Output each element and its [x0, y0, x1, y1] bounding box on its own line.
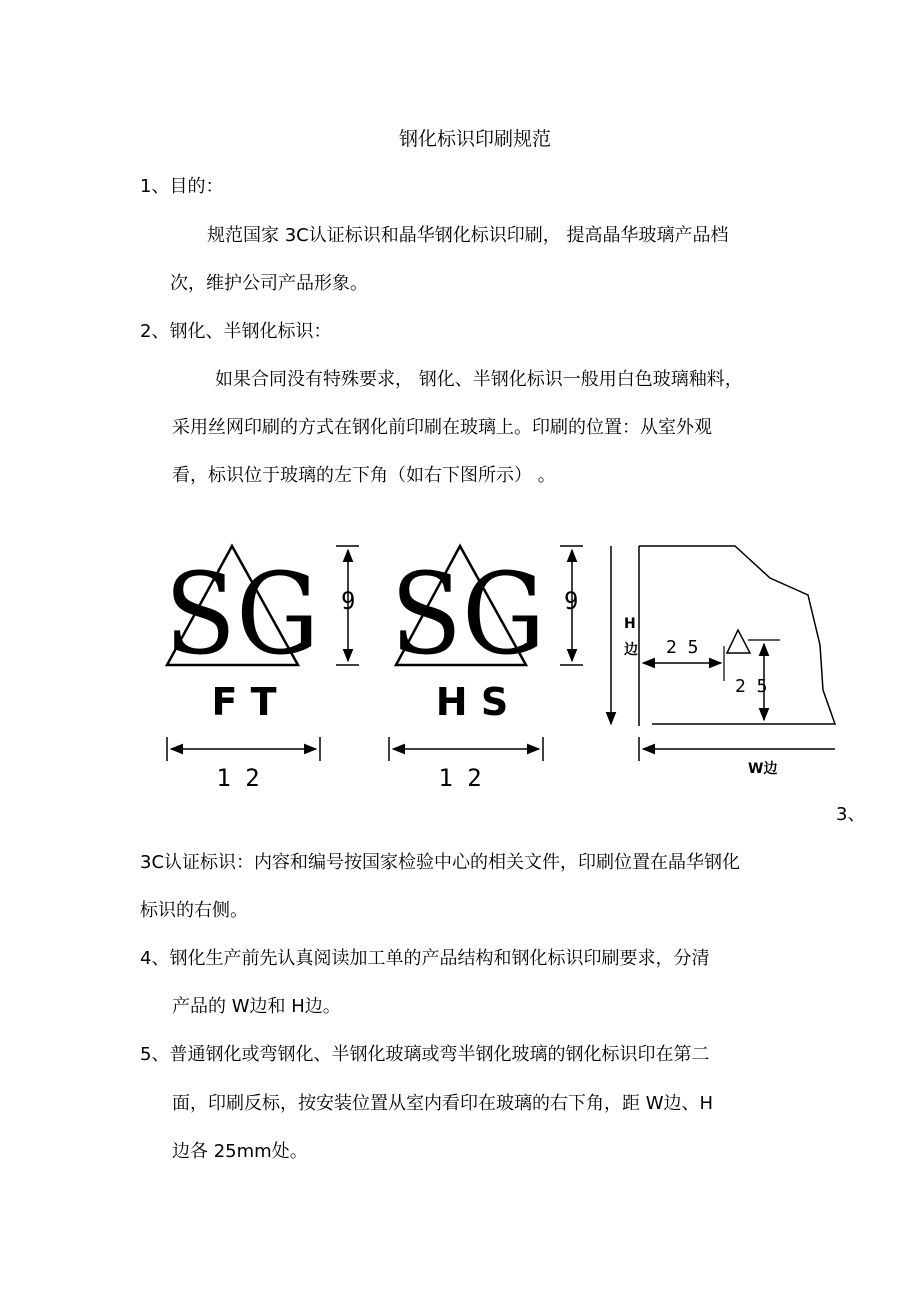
- logo-2-width-dimension: [389, 737, 543, 792]
- section-5-line-1: 5、普通钢化或弯钢化、半钢化玻璃或弯半钢化玻璃的钢化标识印在第二: [140, 1044, 710, 1065]
- logo-code-hs: H S: [435, 680, 509, 724]
- section-1-line-2: 次，维护公司产品形象。: [170, 273, 368, 294]
- section-3-line-2: 标识的右侧。: [140, 900, 248, 921]
- section-2-line-2: 采用丝网印刷的方式在钢化前印刷在玻璃上。印刷的位置：从室外观: [172, 417, 712, 438]
- logo-1-height-dimension: [336, 546, 359, 665]
- section-2-line-1: 如果合同没有特殊要求， 钢化、半钢化标识一般用白色玻璃釉料，: [215, 369, 743, 390]
- section-1-line-1: 规范国家 3C认证标识和晶华钢化标识印刷， 提高晶华玻璃产品档: [207, 225, 729, 246]
- h-edge-label: 边: [624, 642, 638, 658]
- section-1-heading: 1、目的：: [140, 176, 224, 197]
- logo-sg-ft: [165, 546, 320, 724]
- placement-diagram: [611, 546, 835, 777]
- width-label: 1 2: [216, 764, 260, 792]
- logo-sg-hs: [391, 546, 546, 724]
- section-2-heading: 2、钢化、半钢化标识：: [140, 321, 332, 342]
- height-label: 9: [341, 587, 356, 615]
- tempered-mark-figure: [0, 530, 920, 795]
- section-5-line-2: 面，印刷反标，按安装位置从室内看印在玻璃的右下角，距 W边、H: [172, 1093, 714, 1114]
- section-3-line-1: 3C认证标识：内容和编号按国家检验中心的相关文件，印刷位置在晶华钢化: [140, 852, 741, 873]
- mark-position-triangle: [727, 630, 750, 653]
- section-5-line-3: 边各 25mm处。: [172, 1141, 308, 1162]
- section-3-number: 3、: [836, 804, 866, 825]
- section-4-line-1: 4、钢化生产前先认真阅读加工单的产品结构和钢化标识印刷要求，分清: [140, 948, 710, 969]
- section-2-line-3: 看，标识位于玻璃的左下角（如右下图所示） 。: [172, 465, 556, 486]
- offset-x-label: 2 5: [666, 637, 699, 658]
- logo-code-ft: F T: [211, 680, 277, 724]
- width-label: 1 2: [438, 764, 482, 792]
- section-4-line-2: 产品的 W边和 H边。: [172, 996, 341, 1017]
- logo-1-width-dimension: [167, 737, 320, 792]
- offset-y-label: 2 5: [735, 676, 768, 697]
- height-label: 9: [564, 587, 579, 615]
- h-edge-label: H: [624, 616, 636, 632]
- sg-mark: SG: [390, 550, 546, 680]
- page-title: 钢化标识印刷规范: [399, 128, 552, 150]
- logo-2-height-dimension: [560, 546, 583, 665]
- sg-mark: SG: [164, 550, 320, 680]
- w-edge-label: W边: [748, 761, 778, 777]
- glass-outline: [639, 546, 835, 724]
